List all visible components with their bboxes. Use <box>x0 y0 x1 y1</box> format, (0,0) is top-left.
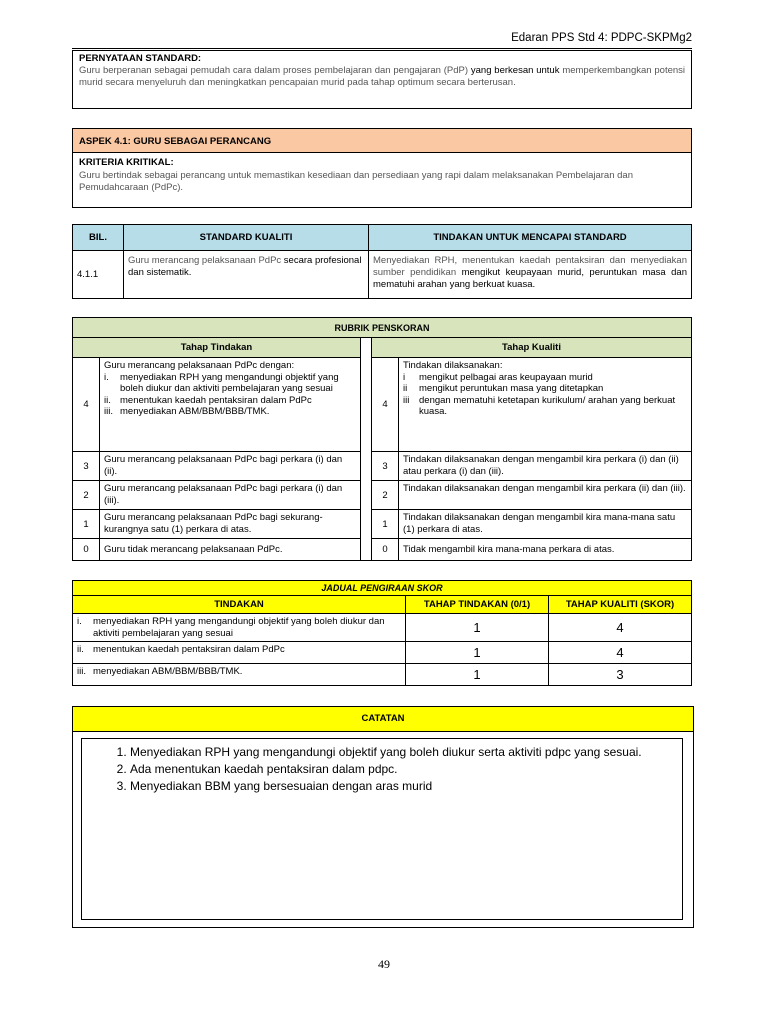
tindakan-text-dark: mengikut keupayaan murid, peruntukan masa dan mematuhi arahan yang berkuat kuasa. <box>373 267 687 290</box>
pernyataan-standard-box <box>72 50 692 109</box>
catatan-box <box>72 706 694 928</box>
kualiti-text-dark: secara profesional dan sistematik. <box>128 255 362 278</box>
aspek-title-bar <box>72 128 692 153</box>
rubrik-score-4-tindakan: 4 <box>73 358 100 452</box>
skor-table <box>72 580 692 686</box>
skor-kualiti-value: 3 <box>549 664 692 686</box>
skor-tindakan-value: 1 <box>406 614 549 642</box>
list-item: iii. menyediakan ABM/BBM/BBB/TMK. <box>104 406 270 417</box>
rubrik-score-1-tindakan: 1 <box>73 510 100 539</box>
rubrik-tindakan-1: Guru merancang pelaksanaan PdPc bagi sekurang-kurangnya satu (1) perkara di atas. <box>100 510 361 539</box>
pernyataan-label: PERNYATAAN STANDARD: <box>79 53 202 64</box>
skor-header-tahap-tindakan: TAHAP TINDAKAN (0/1) <box>406 596 549 614</box>
rubrik-score-3-kualiti: 3 <box>372 452 399 481</box>
rubrik-tindakan-0: Guru tidak merancang pelaksanaan PdPc. <box>100 539 361 561</box>
kualiti-text-grey: Guru merancang pelaksanaan PdPc <box>128 255 282 266</box>
tindakan-cell <box>369 251 692 299</box>
header-rule <box>72 48 692 49</box>
table-row: ii. menentukan kaedah pentaksiran dalam PdPc <box>73 642 406 664</box>
header-tindakan: TINDAKAN UNTUK MENCAPAI STANDARD <box>369 225 692 251</box>
kriteria-text: Guru bertindak sebagai perancang untuk memastikan kesediaan dan persediaan yang rapi dalam melaksanakan Pembelajaran dan Pemudahcaraan (PdPc). <box>79 170 633 193</box>
list-item: 2. Ada menentukan kaedah pentaksiran dalam pdpc. <box>130 761 682 778</box>
rubrik-spacer <box>361 338 372 561</box>
rubrik-kualiti-4-intro: Tindakan dilaksanakan: <box>403 360 503 371</box>
kriteria-label: KRITERIA KRITIKAL: <box>79 157 174 168</box>
header-standard-kualiti: STANDARD KUALITI <box>124 225 369 251</box>
rubrik-tindakan-2: Guru merancang pelaksanaan PdPc bagi perkara (i) dan (iii). <box>100 481 361 510</box>
pernyataan-text-dark: yang berkesan untuk <box>470 65 560 76</box>
catatan-list <box>82 744 682 795</box>
rubrik-score-4-kualiti: 4 <box>372 358 399 452</box>
rubrik-col-kualiti: Tahap Kualiti <box>372 338 692 358</box>
skor-tindakan-value: 1 <box>406 664 549 686</box>
list-item: i. menyediakan RPH yang mengandungi objektif yang boleh diukur dan aktiviti pembelajaran yang sesuai <box>104 371 339 394</box>
skor-tindakan-value: 1 <box>406 642 549 664</box>
table-row: iii. menyediakan ABM/BBM/BBB/TMK. <box>73 664 406 686</box>
rubrik-score-0-kualiti: 0 <box>372 539 399 561</box>
rubrik-kualiti-3: Tindakan dilaksanakan dengan mengambil kira perkara (i) dan (ii) atau perkara (i) dan (iii). <box>399 452 692 481</box>
rubrik-tindakan-4-list <box>104 372 356 418</box>
skor-header-tahap-kualiti: TAHAP KUALITI (SKOR) <box>549 596 692 614</box>
pernyataan-text-grey: Guru berperanan sebagai pemudah cara dalam proses pembelajaran dan pengajaran (PdP) <box>79 65 469 76</box>
rubrik-tindakan-4-intro: Guru merancang pelaksanaan PdPc dengan: <box>104 360 295 371</box>
list-item: ii. menentukan kaedah pentaksiran dalam PdPc <box>104 394 312 406</box>
rubrik-tindakan-3: Guru merancang pelaksanaan PdPc bagi perkara (i) dan (ii). <box>100 452 361 481</box>
rubrik-tindakan-4 <box>100 358 361 452</box>
list-item: i mengikut pelbagai aras keupayaan murid <box>403 371 593 383</box>
list-item: 1. Menyediakan RPH yang mengandungi objektif yang boleh diukur serta aktiviti pdpc yang sesuai. <box>130 744 682 761</box>
table-row: i. menyediakan RPH yang mengandungi objektif yang boleh diukur dan aktiviti pembelajaran yang sesuai <box>73 614 406 642</box>
page-number: 49 <box>378 957 390 971</box>
rubrik-col-tindakan: Tahap Tindakan <box>73 338 361 358</box>
rubrik-table <box>72 317 692 561</box>
skor-kualiti-value: 4 <box>549 614 692 642</box>
tindakan-text-grey: Menyediakan RPH, menentukan kaedah pentaksiran dan menyediakan sumber pendidikan <box>373 255 687 278</box>
rubrik-score-2-kualiti: 2 <box>372 481 399 510</box>
rubrik-kualiti-4-list <box>403 372 687 418</box>
skor-title: JADUAL PENGIRAAN SKOR <box>73 581 692 596</box>
list-item: ii mengikut peruntukan masa yang ditetapkan <box>403 383 604 394</box>
kriteria-box <box>72 152 692 208</box>
document-header: Edaran PPS Std 4: PDPC-SKPMg2 <box>511 32 692 44</box>
list-item: 3. Menyediakan BBM yang bersesuaian dengan aras murid <box>130 778 682 795</box>
rubrik-kualiti-0: Tidak mengambil kira mana-mana perkara di atas. <box>399 539 692 561</box>
standard-table <box>72 224 692 299</box>
pernyataan-text-rest: memperkembangkan potensi murid secara menyeluruh dan meningkatkan pencapaian murid pada tahap optimum secara berterusan. <box>79 65 686 88</box>
rubrik-kualiti-4 <box>399 358 692 452</box>
rubrik-kualiti-2: Tindakan dilaksanakan dengan mengambil kira perkara (ii) dan (iii). <box>399 481 692 510</box>
standard-kualiti-cell <box>124 251 369 299</box>
rubrik-title: RUBRIK PENSKORAN <box>73 318 692 338</box>
rubrik-score-3-tindakan: 3 <box>73 452 100 481</box>
catatan-title: CATATAN <box>73 707 693 732</box>
list-item: iii dengan mematuhi ketetapan kurikulum/ arahan yang berkuat kuasa. <box>403 394 676 417</box>
rubrik-score-1-kualiti: 1 <box>372 510 399 539</box>
header-bil: BIL. <box>73 225 124 251</box>
skor-header-tindakan: TINDAKAN <box>73 596 406 614</box>
rubrik-score-0-tindakan: 0 <box>73 539 100 561</box>
aspek-title: ASPEK 4.1: GURU SEBAGAI PERANCANG <box>79 136 272 147</box>
skor-kualiti-value: 4 <box>549 642 692 664</box>
pernyataan-text <box>79 65 685 89</box>
bil-value: 4.1.1 <box>73 251 124 299</box>
catatan-inner-box <box>81 738 683 920</box>
rubrik-kualiti-1: Tindakan dilaksanakan dengan mengambil kira mana-mana satu (1) perkara di atas. <box>399 510 692 539</box>
rubrik-score-2-tindakan: 2 <box>73 481 100 510</box>
